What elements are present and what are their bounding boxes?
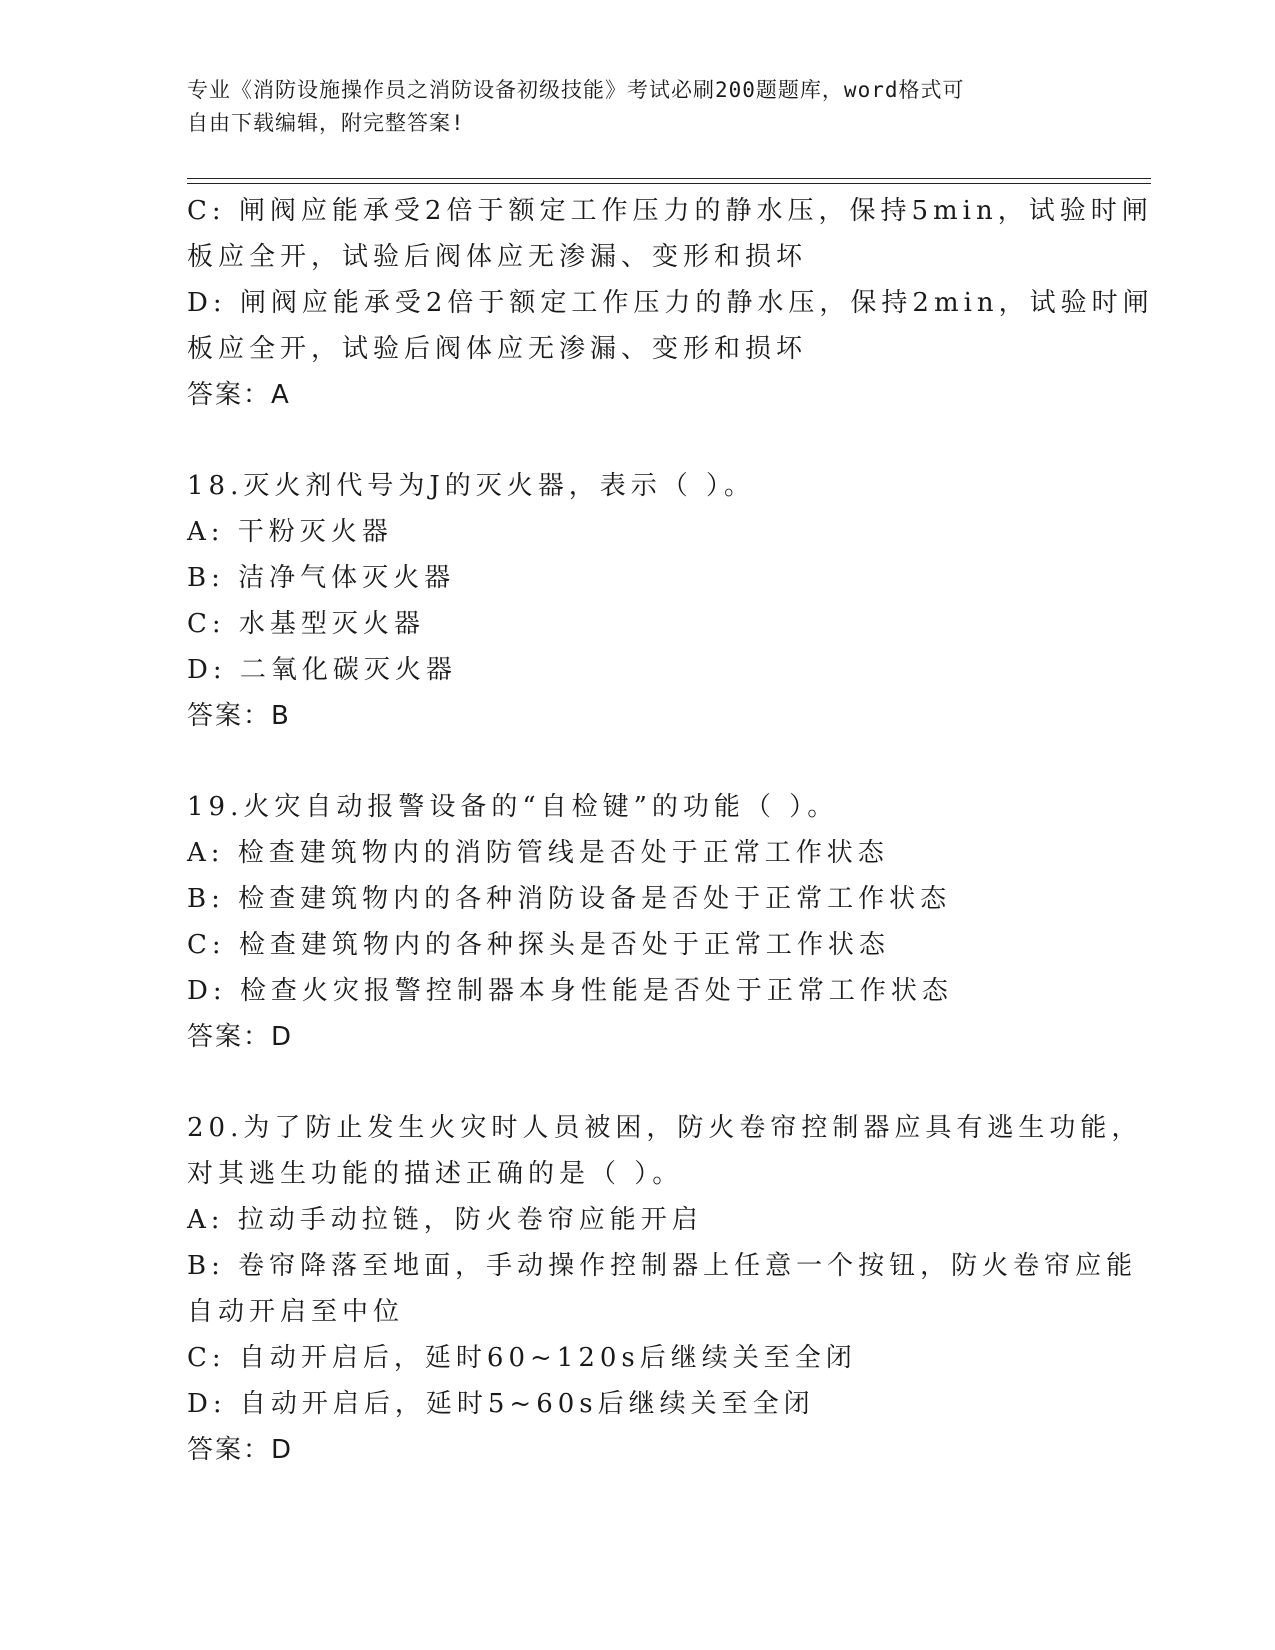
option-d: D: 二氧化碳灭火器: [187, 655, 457, 685]
question-20: [187, 1105, 1143, 1473]
answer-line: 答案：B: [187, 701, 291, 731]
option-b-continued: 自动开启至中位: [187, 1297, 405, 1327]
question-stem: 对其逃生功能的描述正确的是（ ）。: [187, 1159, 684, 1189]
option-b: B: 检查建筑物内的各种消防设备是否处于正常工作状态: [187, 884, 952, 914]
question-list: [187, 188, 1154, 1473]
option-b: B: 洁净气体灭火器: [187, 563, 456, 593]
option-text: 板应全开，试验后阀体应无渗漏、变形和损坏: [187, 242, 808, 272]
answer-line: 答案：A: [187, 380, 291, 410]
option-d: D: 检查火灾报警控制器本身性能是否处于正常工作状态: [187, 976, 953, 1006]
header-divider: [187, 178, 1151, 184]
question-19: [187, 784, 1087, 1060]
question-17-continued: [187, 188, 1154, 418]
option-c: C: 自动开启后，延时60~120s后继续关至全闭: [187, 1343, 857, 1373]
question-stem: 18.灭火剂代号为J的灭火器，表示（ ）。: [187, 471, 756, 501]
option-text: 板应全开，试验后阀体应无渗漏、变形和损坏: [187, 334, 808, 364]
page-header: [187, 74, 1067, 140]
answer-line: 答案：D: [187, 1022, 294, 1052]
header-line: 自由下载编辑，附完整答案!: [187, 111, 465, 135]
answer-line: 答案：D: [187, 1435, 294, 1465]
question-stem: 19.火灾自动报警设备的“自检键”的功能（ ）。: [187, 792, 839, 822]
option-d: D: 自动开启后，延时5~60s后继续关至全闭: [187, 1389, 815, 1419]
option-a: A: 拉动手动拉链，防火卷帘应能开启: [187, 1205, 703, 1235]
option-c: C: 检查建筑物内的各种探头是否处于正常工作状态: [187, 930, 890, 960]
option-c: C: 水基型灭火器: [187, 609, 425, 639]
option-a: A: 干粉灭火器: [187, 517, 393, 547]
option-text: D: 闸阀应能承受2倍于额定工作压力的静水压，保持2min，试验时闸: [187, 288, 1154, 318]
option-text: C: 闸阀应能承受2倍于额定工作压力的静水压，保持5min，试验时闸: [187, 196, 1153, 226]
option-b: B: 卷帘降落至地面，手动操作控制器上任意一个按钮，防火卷帘应能: [187, 1251, 1138, 1281]
header-line: 专业《消防设施操作员之消防设备初级技能》考试必刷200题题库，word格式可: [187, 78, 965, 102]
question-18: [187, 463, 1087, 739]
option-a: A: 检查建筑物内的消防管线是否处于正常工作状态: [187, 838, 889, 868]
question-stem: 20.为了防止发生火灾时人员被困，防火卷帘控制器应具有逃生功能，: [187, 1113, 1143, 1143]
